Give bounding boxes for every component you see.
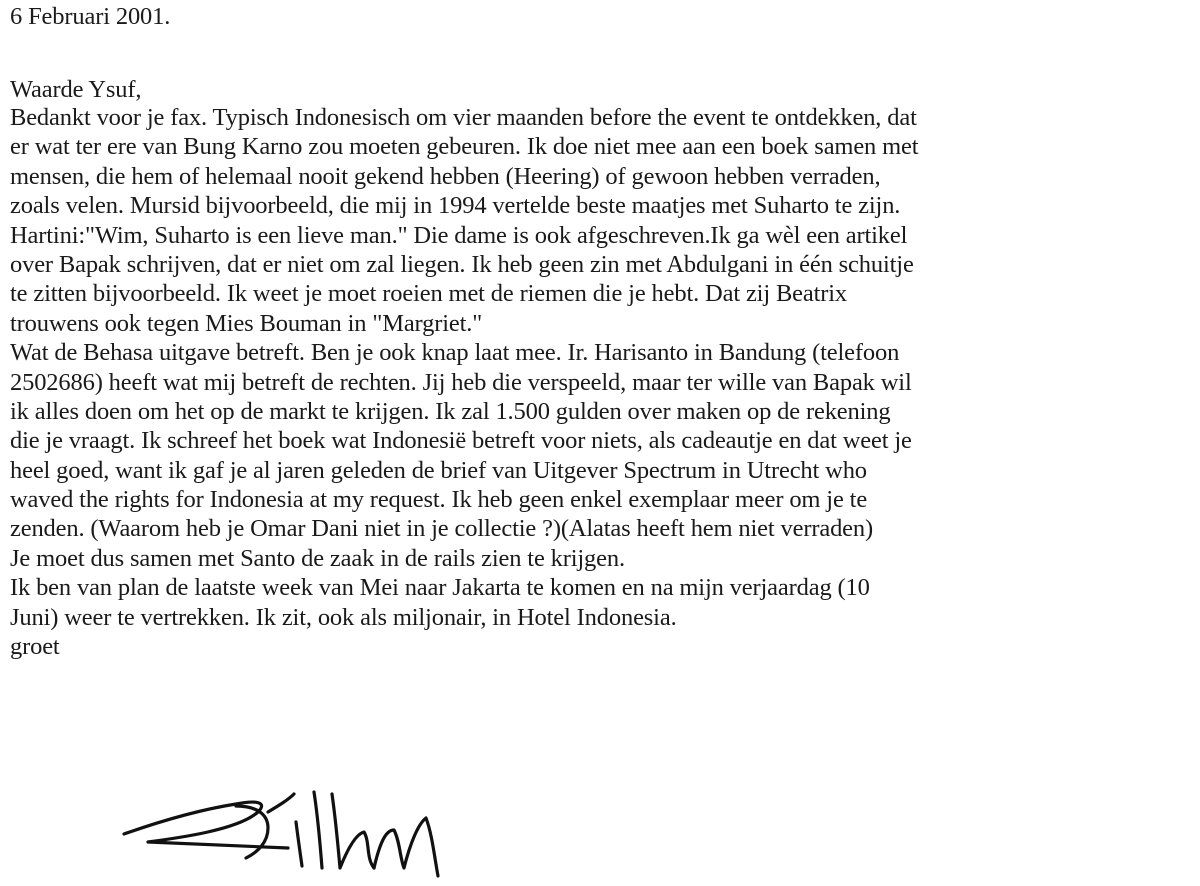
closing-line: groet — [10, 633, 60, 661]
letter — [10, 0, 1198, 661]
body-line: ik alles doen om het op de markt te krijgen. Ik zal 1.500 gulden over maken op de rekening — [10, 397, 891, 425]
body-line: Hartini:"Wim, Suharto is een lieve man." Die dame is ook afgeschreven.Ik ga wèl een artikel — [10, 221, 908, 249]
blank-line — [10, 31, 1198, 75]
body-line: heel goed, want ik gaf je al jaren geleden de brief van Uitgever Spectrum in Utrecht who — [10, 456, 867, 484]
body-line: zoals velen. Mursid bijvoorbeeld, die mij in 1994 vertelde beste maatjes met Suharto te zijn. — [10, 192, 901, 220]
body-line: 2502686) heeft wat mij betreft de rechten. Jij heb die verspeeld, maar ter wille van Bapak wil — [10, 368, 912, 396]
body-line: trouwens ook tegen Mies Bouman in "Margriet." — [10, 309, 483, 337]
body-line: zenden. (Waarom heb je Omar Dani niet in je collectie ?)(Alatas heeft hem niet verraden) — [10, 515, 874, 543]
body-line: waved the rights for Indonesia at my request. Ik heb geen enkel exemplaar meer om je te — [10, 486, 868, 514]
body-line: te zitten bijvoorbeeld. Ik weet je moet roeien met de riemen die je hebt. Dat zij Beatrix — [10, 280, 848, 308]
body-line: Je moet dus samen met Santo de zaak in de rails zien te krijgen. — [10, 544, 625, 572]
body-line: Wat de Behasa uitgave betreft. Ben je ook knap laat mee. Ir. Harisanto in Bandung (telefoon — [10, 339, 900, 367]
body-line: Juni) weer te vertrekken. Ik zit, ook als miljonair, in Hotel Indonesia. — [10, 603, 677, 631]
body-line: over Bapak schrijven, dat er niet om zal liegen. Ik heb geen zin met Abdulgani in één schuitje — [10, 250, 914, 278]
body-line: Ik ben van plan de laatste week van Mei naar Jakarta te komen en na mijn verjaardag (10 — [10, 574, 870, 602]
body-line: er wat ter ere van Bung Karno zou moeten gebeuren. Ik doe niet mee aan een boek samen met — [10, 133, 919, 161]
body-line: Bedankt voor je fax. Typisch Indonesisch om vier maanden before the event te ontdekken, dat — [10, 104, 917, 131]
handwritten-signature-icon — [118, 782, 498, 882]
letter-body — [10, 103, 1198, 661]
letter-date: 6 Februari 2001. — [10, 3, 171, 30]
body-line: die je vraagt. Ik schreef het boek wat Indonesië betreft voor niets, als cadeautje en dat weet je — [10, 427, 912, 455]
salutation: Waarde Ysuf, — [10, 76, 142, 103]
body-line: mensen, die hem of helemaal nooit gekend hebben (Heering) of gewoon hebben verraden, — [10, 162, 881, 190]
